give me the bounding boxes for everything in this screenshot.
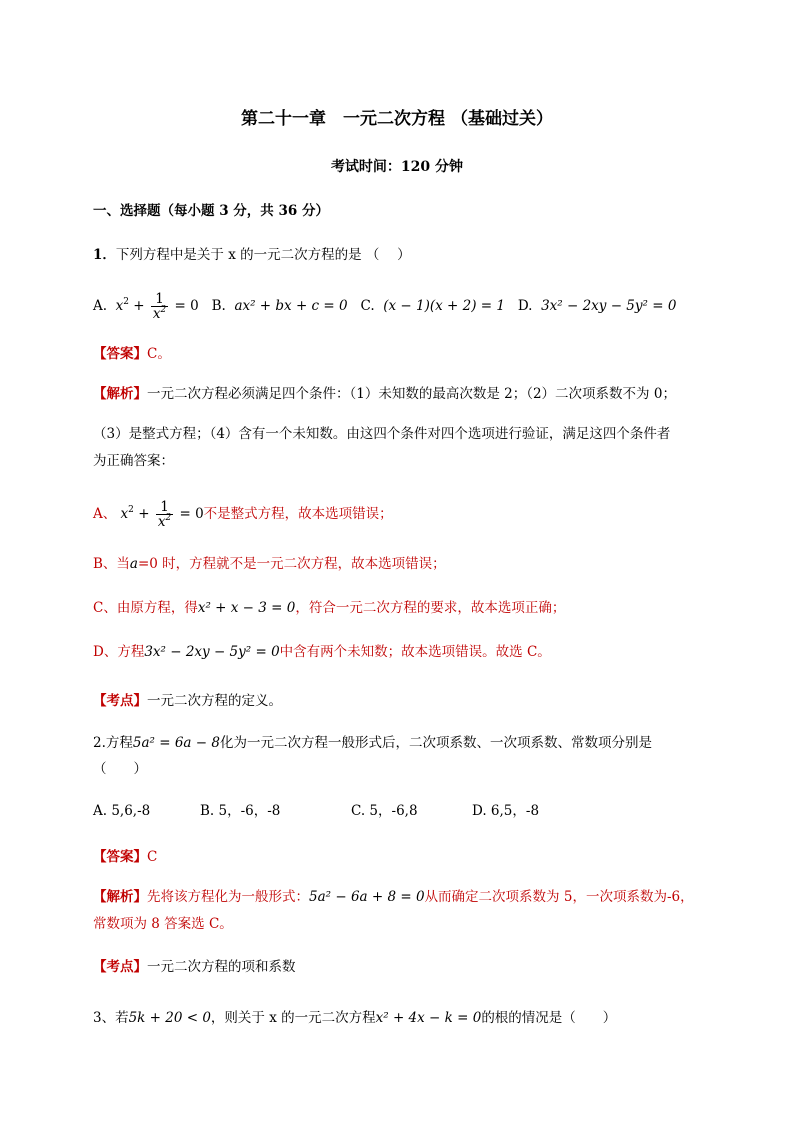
q1-options <box>93 292 734 321</box>
q2-option-d: D. 6,5，-8 <box>472 803 540 819</box>
q1-option-d-expr: 3x² − 2xy − 5y² = 0 <box>541 298 677 314</box>
answer-tag: 【答案】 <box>93 346 147 362</box>
q2-analysis-line1: 【解析】先将该方程化为一般形式：5a² − 6a + 8 = 0从而确定二次项系数为 5，一次项系数为-6， <box>93 889 694 905</box>
q1-number: 1． <box>93 247 116 263</box>
q1-option-b: B. ax² + bx + c = 0 <box>211 298 348 314</box>
q1-option-c-expr: (x − 1)(x + 2) = 1 <box>383 298 505 314</box>
q1-option-a-label: A. <box>93 298 108 314</box>
q2-option-c: C. 5，-6,8 <box>351 803 418 819</box>
q3-stem: 3、若5k + 20 < 0，则关于 x 的一元二次方程x² + 4x − k = 0的根的情况是（ ） <box>93 1010 617 1026</box>
q2-stem-paren: （ ） <box>93 761 147 777</box>
q1-option-d: D. 3x² − 2xy − 5y² = 0 <box>517 298 677 314</box>
q1-point: 【考点】一元二次方程的定义。 <box>93 693 282 709</box>
q1-analysis-line2: （3）是整式方程；（4）含有一个未知数。由这四个条件对四个选项进行验证，满足这四个条件者 <box>93 426 671 442</box>
q1-explain-b: B、当a=0 时，方程就不是一元二次方程，故本选项错误； <box>93 556 446 572</box>
q2-answer: 【答案】C <box>93 849 158 865</box>
q2-stem: 2.方程5a² = 6a − 8化为一元二次方程一般形式后，二次项系数、一次项系数、常数项分别是 <box>93 735 652 751</box>
q1-answer <box>93 344 734 364</box>
q1-analysis-line3: 为正确答案： <box>93 453 174 469</box>
chapter-title: 第二十一章 一元二次方程 （基础过关） <box>241 109 553 129</box>
analysis-tag: 【解析】 <box>93 386 147 402</box>
q1-stem <box>93 245 734 265</box>
q2-point: 【考点】一元二次方程的项和系数 <box>93 959 296 975</box>
q1-answer-text: C。 <box>147 346 171 362</box>
q1-stem-text: 下列方程中是关于 x 的一元二次方程的是 （ ） <box>115 247 411 263</box>
q1-analysis-line1: 【解析】一元二次方程必须满足四个条件：（1）未知数的最高次数是 2；（2）二次项系数不为 0； <box>93 386 676 402</box>
section-heading: 一、选择题（每小题 3 分，共 36 分） <box>93 203 329 219</box>
q1-option-c: C. (x − 1)(x + 2) = 1 <box>360 298 505 314</box>
q2-option-b: B. 5，-6，-8 <box>200 803 281 819</box>
q1-explain-a: A、 $x^2$ + $\frac{1}{x^2}$ = 0不是整式方程，故本选项错误； <box>93 499 393 530</box>
point-tag: 【考点】 <box>93 693 147 709</box>
q2-analysis-line2: 常数项为 8 答案选 C。 <box>93 916 233 932</box>
q1-option-b-expr: ax² + bx + c = 0 <box>234 298 348 314</box>
q2-option-a: A. 5,6,-8 <box>93 803 151 819</box>
exam-time: 考试时间：120 分钟 <box>330 159 464 175</box>
q1-explain-d: D、方程3x² − 2xy − 5y² = 0中含有两个未知数；故本选项错误。故选 C。 <box>93 644 551 660</box>
q1-option-a: A. $x^2$ + $\frac{1}{x^2}$ = 0 <box>93 291 199 322</box>
q1-explain-c: C、由原方程，得x² + x − 3 = 0，符合一元二次方程的要求，故本选项正确； <box>93 600 566 616</box>
